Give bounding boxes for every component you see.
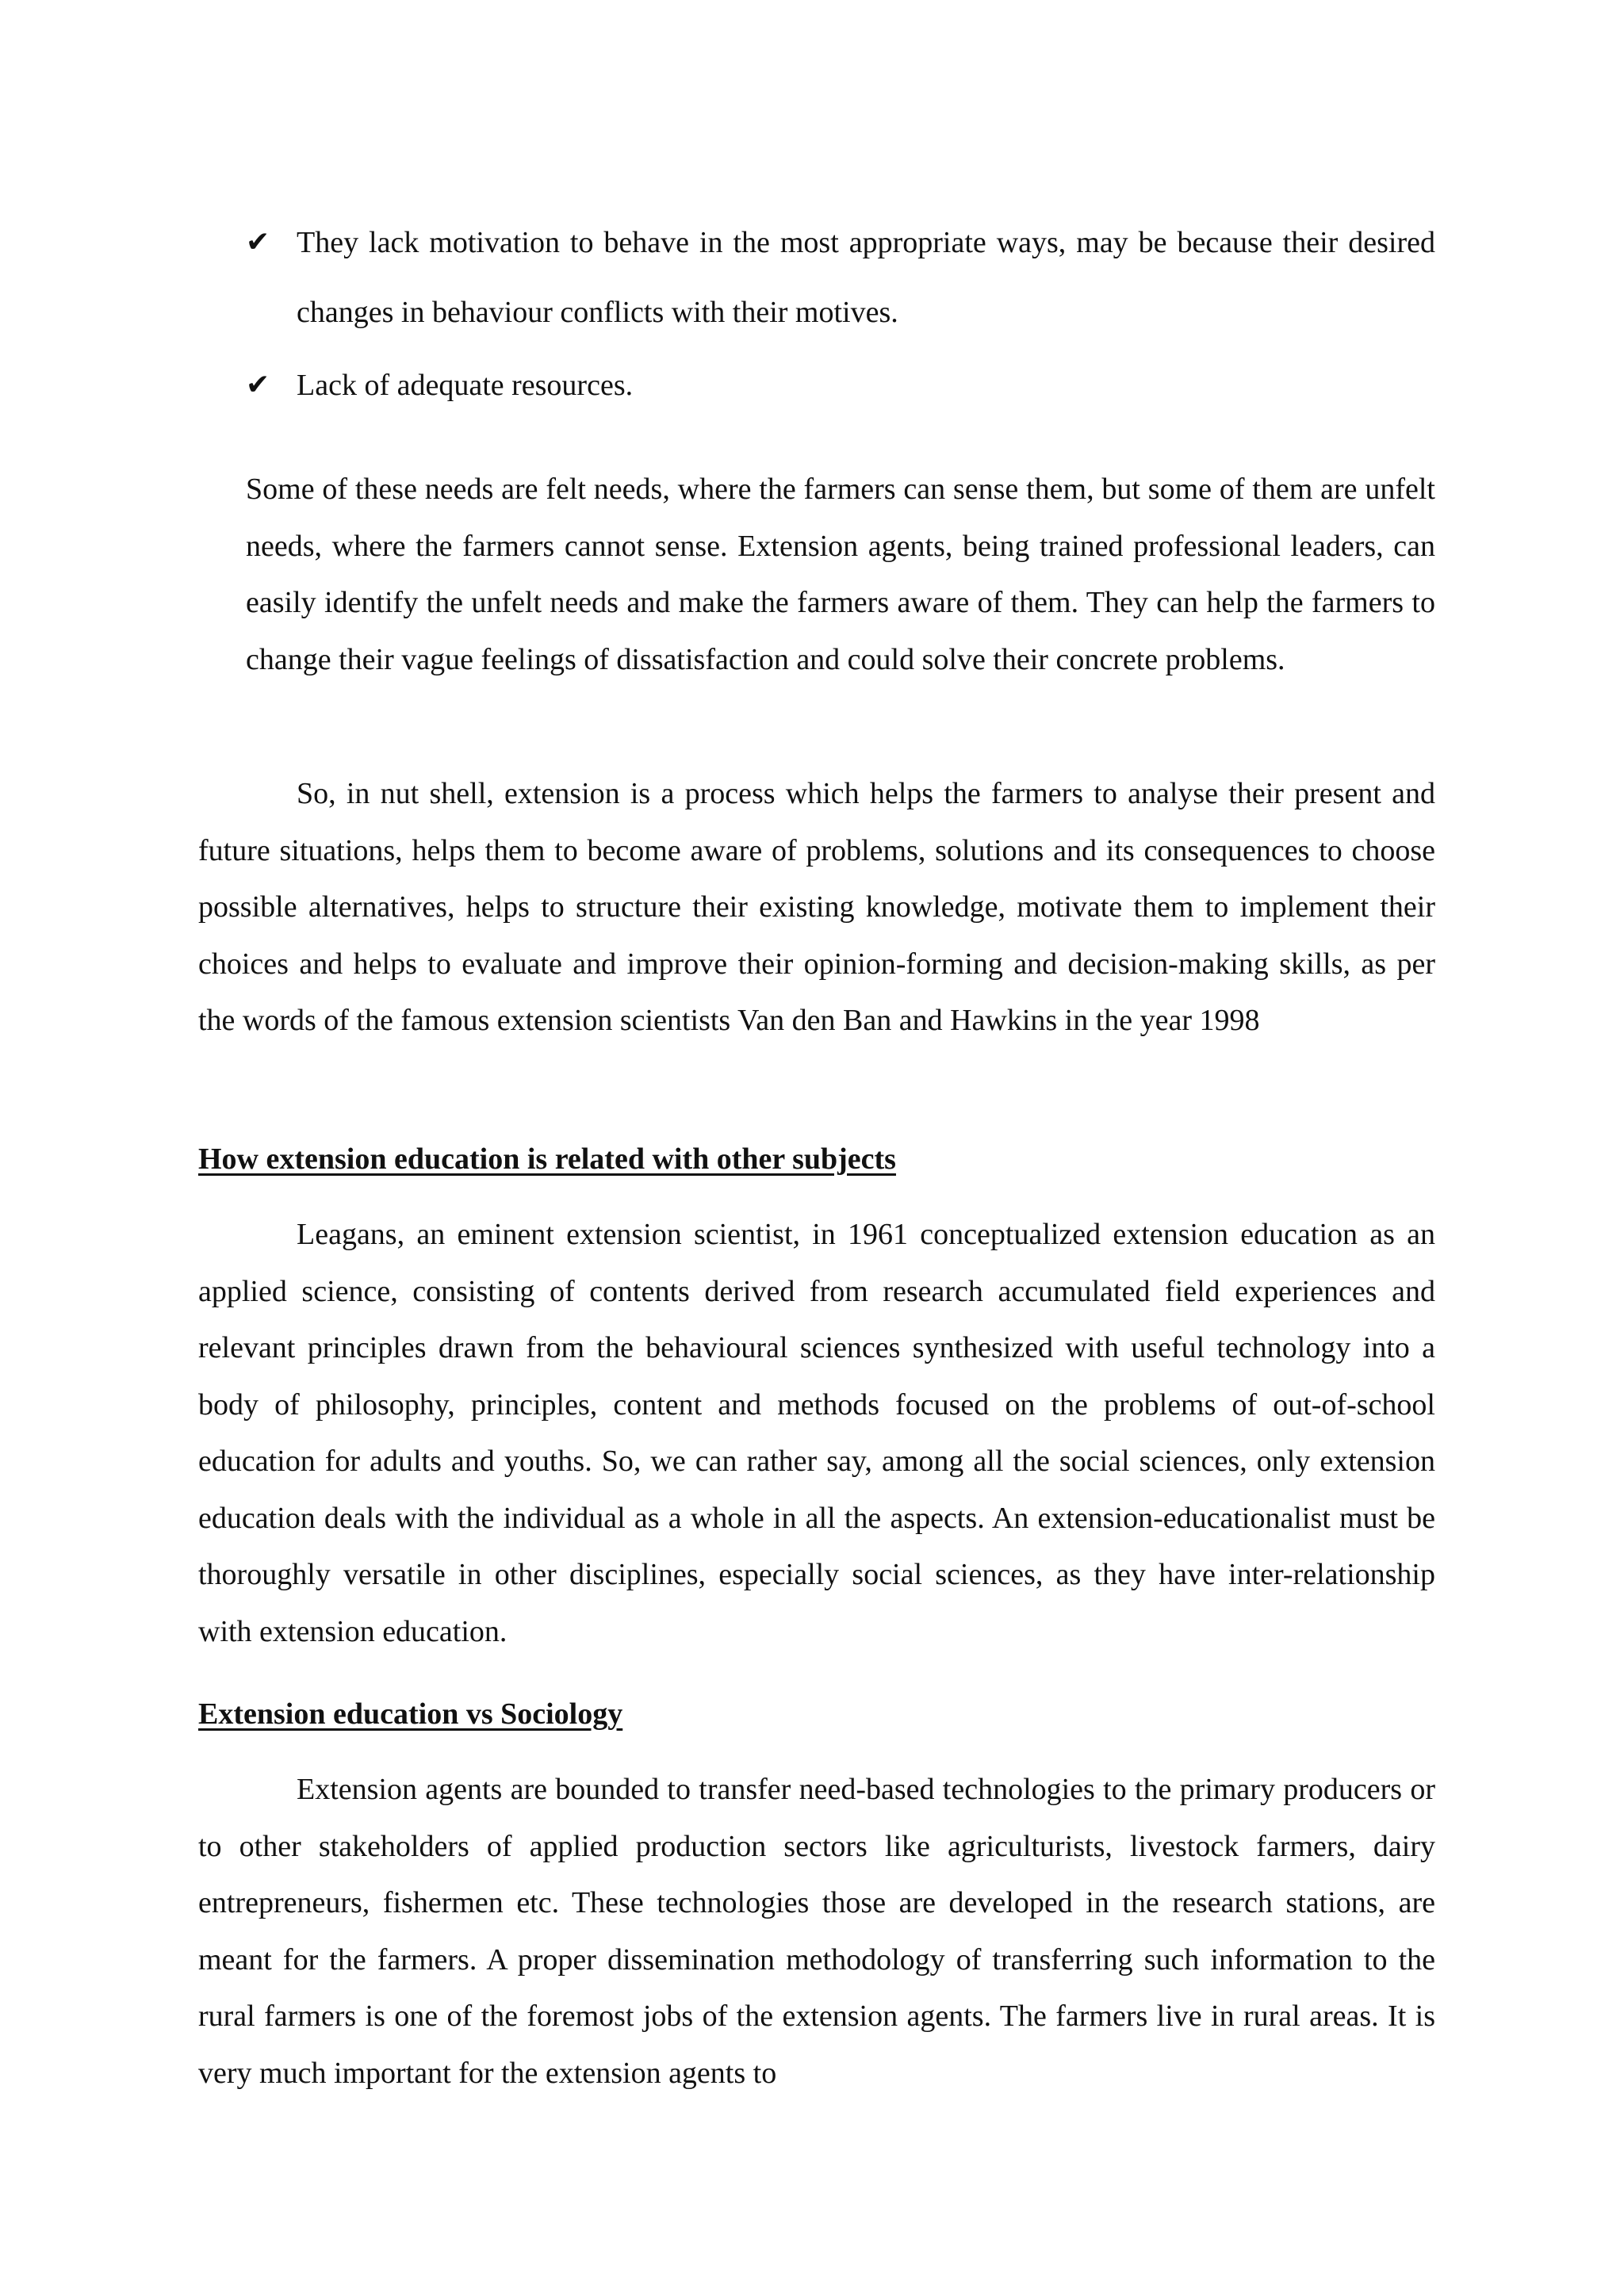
leagans-paragraph: Leagans, an eminent extension scientist, in 1961 conceptualized extension education as an applied science, consisting of contents derived from research accumulated field experiences and relevant principles drawn from the behavioural sciences synthesized with useful technology into a body of philosophy, principles, content and methods focused on the problems of out-of-school education for adults and youths. So, we can rather say, among all the social sciences, only extension education deals with the individual as a whole in all the aspects. An extension-educationalist must be thoroughly versatile in other disciplines, especially social sciences, as they have inter-relationship with extension education. bbox=[198, 1218, 1435, 1648]
summary-paragraph: So, in nut shell, extension is a process which helps the farmers to analyse their present and future situations, helps them to become aware of problems, solutions and its consequences to choose possible alternatives, helps to structure their existing knowledge, motivate them to implement their choices and helps to evaluate and improve their opinion-forming and decision-making skills, as per the words of the famous extension scientists Van den Ban and Hawkins in the year 1998 bbox=[198, 777, 1435, 1037]
bullet-list bbox=[246, 208, 1435, 420]
section-heading-sociology: Extension education vs Sociology bbox=[198, 1697, 623, 1731]
check-mark-icon: ✔ bbox=[246, 226, 270, 258]
bullet-item bbox=[246, 350, 1435, 420]
felt-needs-paragraph: Some of these needs are felt needs, where the farmers can sense them, but some of them are unfelt needs, where the farmers cannot sense. Extension agents, being trained professional leaders, can easily identify the unfelt needs and make the farmers aware of them. They can help the farmers to change their vague feelings of dissatisfaction and could solve their concrete problems. bbox=[246, 473, 1435, 676]
section-heading-related-subjects: How extension education is related with other subjects bbox=[198, 1142, 896, 1176]
extension-agents-paragraph: Extension agents are bounded to transfer need-based technologies to the primary producers or to other stakeholders of applied production sectors like agriculturists, livestock farmers, dairy entrepreneurs, fishermen etc. These technologies those are developed in the research stations, are meant for the farmers. A proper dissemination methodology of transferring such information to the rural farmers is one of the foremost jobs of the extension agents. The farmers live in rural areas. It is very much important for the extension agents to bbox=[198, 1773, 1435, 2090]
bullet-text: Lack of adequate resources. bbox=[297, 369, 634, 402]
bullet-item bbox=[246, 208, 1435, 347]
bullet-text: They lack motivation to behave in the most appropriate ways, may be because their desired changes in behaviour conflicts with their motives. bbox=[297, 226, 1435, 329]
check-mark-icon: ✔ bbox=[246, 369, 270, 401]
